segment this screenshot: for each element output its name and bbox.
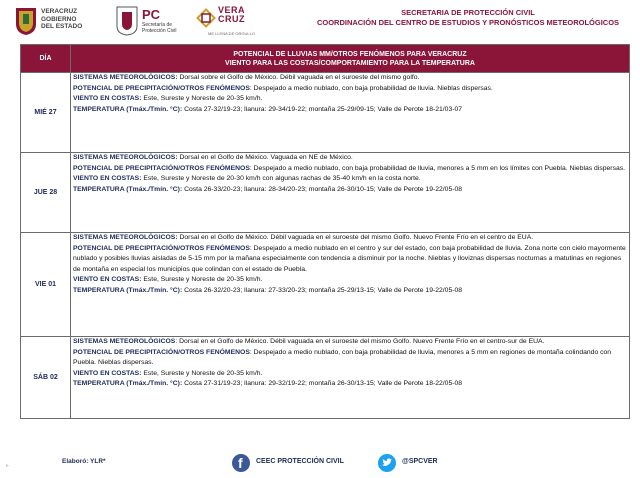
systems-text: Dorsal en el Golfo de México. Débil vaguada en el suroeste del mismo Golfo. Nuevo Frente Frío en el centro de EUA.	[177, 234, 534, 241]
twitter-icon	[378, 454, 396, 472]
day-column-header: DÍA	[21, 45, 71, 73]
table-row	[21, 73, 630, 153]
day-cell: JUE 28	[21, 153, 71, 233]
day-cell: SÁB 02	[21, 337, 71, 419]
wind-label: VIENTO EN COSTAS:	[73, 95, 142, 102]
temperature-text: Costa 26-32/20-23; llanura: 27-33/20-23; montaña 25-29/13-15; Valle de Perote 19-22/05-08	[182, 286, 463, 294]
elaboro-credit: Elaboró: YLR*	[62, 458, 106, 465]
temperature-label: TEMPERATURA (Tmáx./Tmín. °C):	[73, 380, 183, 387]
forecast-column-header	[71, 45, 630, 73]
logo-line-estado: DEL ESTADO	[41, 23, 83, 30]
table-row	[21, 153, 630, 233]
systems-text: : Dorsal en el Golfo de México. Débil vaguada en el suroeste del mismo Golfo. Nuevo Frente Frío en el centro-sur de EUA.	[175, 338, 545, 345]
facebook-icon: f	[232, 454, 250, 472]
forecast-table	[20, 44, 630, 419]
vc-slogan: ME LLENA DE ORGULLO	[208, 31, 255, 36]
forecast-header-line1: POTENCIAL DE LLUVIAS MM/OTROS FENÓMENOS PARA VERACRUZ	[233, 50, 467, 58]
forecast-cell	[71, 233, 630, 337]
precip-label: POTENCIAL DE PRECIPITACIÓN/OTROS FENÓMENOS	[73, 164, 250, 172]
forecast-header-line2: VIENTO PARA LAS COSTAS/COMPORTAMIENTO PARA LA TEMPERATURA	[225, 59, 475, 67]
institution-title	[308, 8, 628, 28]
forecast-cell	[71, 153, 630, 233]
coat-of-arms-icon	[14, 6, 38, 36]
institution-line2: COORDINACIÓN DEL CENTRO DE ESTUDIOS Y PRONÓSTICOS METEOROLÓGICOS	[316, 18, 620, 27]
precip-text: : Despejado a medio nublado, con baja probabilidad de lluvia. Nieblas dispersas.	[249, 84, 493, 92]
wind-label: VIENTO EN COSTAS:	[73, 369, 142, 377]
knot-icon	[196, 8, 216, 28]
systems-label: SISTEMAS METEOROLÓGICOS	[73, 338, 176, 345]
precip-label: POTENCIAL DE PRECIPITACIÓN/OTROS FENÓMENOS	[73, 84, 250, 92]
temperature-text: Costa 26-33/20-23; llanura: 28-34/20-23; montaña 26-30/10-15; Valle de Perote 19-22/05-08	[182, 185, 463, 193]
systems-label: SISTEMAS METEOROLÓGICOS:	[73, 74, 178, 81]
wind-label: VIENTO EN COSTAS:	[73, 175, 142, 182]
logo-line-veracruz: VERACRUZ	[41, 8, 78, 15]
table-row	[21, 337, 630, 419]
temperature-text: Costa 27-31/19-23; llanura: 29-32/19-22; montaña 26-30/13-15; Valle de Perote 18-22/05-08	[182, 380, 463, 387]
precip-label: POTENCIAL DE PRECIPITACIÓN/OTROS FENÓMENOS	[73, 348, 250, 356]
temperature-label: TEMPERATURA (Tmáx./Tmín. °C):	[73, 105, 183, 113]
proteccion-civil-logo	[116, 6, 186, 36]
page-marker-icon: ▸	[6, 463, 10, 469]
vc-word2: CRUZ	[218, 14, 245, 24]
pc-shield-icon	[116, 6, 138, 36]
document-header	[0, 0, 640, 44]
systems-text: Dorsal sobre el Golfo de México. Débil vaguada en el suroeste del mismo golfo.	[177, 74, 420, 81]
temperature-label: TEMPERATURA (Tmáx./Tmín. °C):	[73, 286, 183, 294]
table-header-row	[21, 45, 630, 73]
day-cell: VIE 01	[21, 233, 71, 337]
precip-text: : Despejado a medio nublado, con baja probabilidad de lluvia, menores a 5 mm en los límites con Puebla. Nieblas dispersas.	[249, 164, 626, 172]
systems-text: Dorsal en el Golfo de México. Vaguada en NE de México.	[177, 154, 353, 161]
vc-word1: VERA	[218, 5, 246, 15]
wind-text: Este, Sureste y Noreste de 20-35 km/h.	[141, 95, 263, 102]
twitter-handle: @SPCVER	[402, 458, 438, 465]
table-row	[21, 233, 630, 337]
wind-text: Este, Sureste y Noreste de 20-30 km/h con algunas rachas de 35-40 km/h en la costa norte.	[141, 175, 421, 182]
temperature-label: TEMPERATURA (Tmáx./Tmín. °C):	[73, 185, 183, 193]
document-footer	[0, 446, 640, 478]
wind-text: Este, Sureste y Noreste de 20-35 km/h.	[141, 276, 263, 283]
forecast-cell	[71, 337, 630, 419]
pc-title: PC	[142, 7, 161, 22]
facebook-handle: CEEC PROTECCIÓN CIVIL	[256, 458, 344, 465]
institution-line1: SECRETARIA DE PROTECCIÓN CIVIL	[401, 8, 535, 17]
pc-sub-line1: Secretaría de	[142, 22, 173, 28]
systems-label: SISTEMAS METEOROLÓGICOS:	[73, 234, 178, 241]
wind-text: Este, Sureste y Noreste de 20-35 km/h.	[141, 369, 263, 377]
forecast-cell	[71, 73, 630, 153]
logo-line-gobierno: GOBIERNO	[41, 15, 77, 23]
systems-label: SISTEMAS METEOROLÓGICOS:	[73, 154, 178, 161]
veracruz-government-logo	[14, 6, 84, 36]
precip-text: : Despejado a medio nublado en el centro y sur del estado, con baja probabilidad de lluvia. Zona norte con cielo mayormente nublado y posibles lluvias aisladas de 5-15 mm por la mañana especialmente con tendencia a disminuir por la noche. Nieblas y lloviznas dispersas nocturnas a matutinas en regiones de montaña en especial los municipios que colindan con el estado de Puebla.	[73, 244, 626, 273]
day-cell: MIÉ 27	[21, 73, 71, 153]
precip-label: POTENCIAL DE PRECIPITACIÓN/OTROS FENÓMENOS	[73, 244, 250, 252]
precip-text: : Despejado a medio nublado, con baja probabilidad de lluvia, menores a 5 mm en regiones de montaña colindando con Puebla. Nieblas dispersas.	[73, 348, 612, 366]
pc-sub-line2: Protección Civil	[142, 28, 177, 34]
veracruz-orgullo-logo	[196, 6, 256, 36]
wind-label: VIENTO EN COSTAS:	[73, 276, 142, 283]
temperature-text: Costa 27-32/19-23; llanura: 29-34/19-22; montaña 25-29/09-15; Valle de Perote 18-21/03-07	[182, 105, 463, 113]
